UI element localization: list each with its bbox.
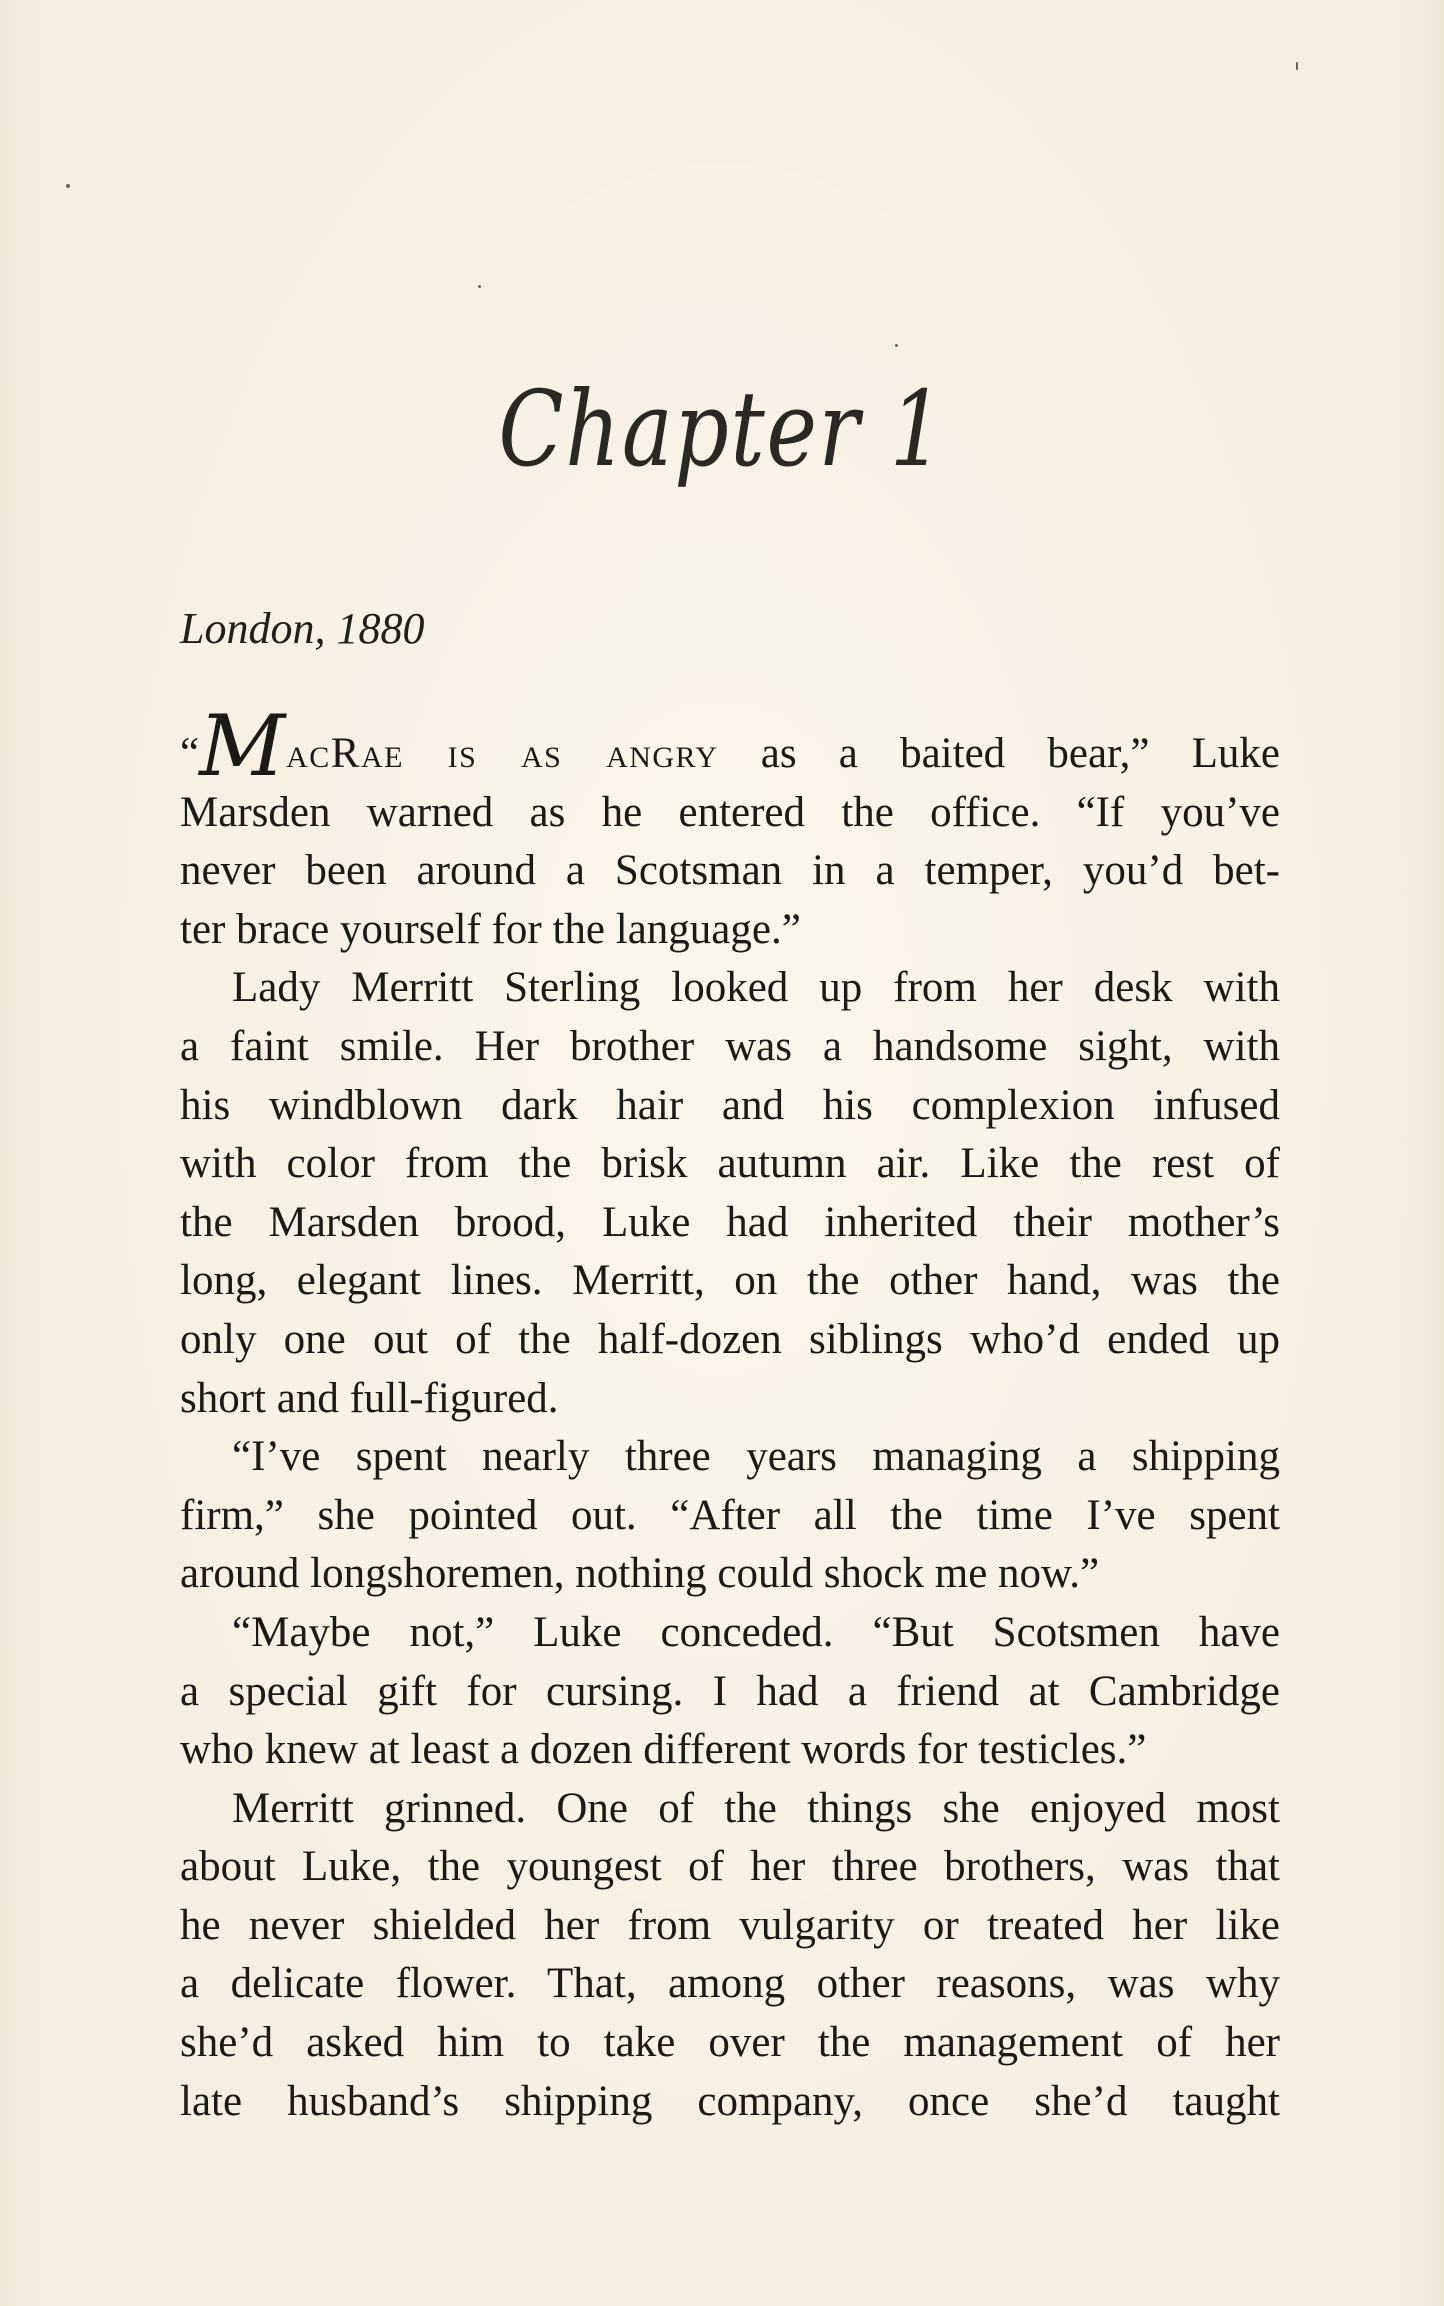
text-line: his windblown dark hair and his complexion infused xyxy=(180,1081,1280,1129)
text-line xyxy=(180,697,1281,795)
text-line: about Luke, the youngest of her three brothers, was that xyxy=(180,1843,1280,1891)
text-line: a special gift for cursing. I had a friend at Cambridge xyxy=(180,1667,1280,1715)
chapter-dateline: London, 1880 xyxy=(180,604,425,653)
text-line: firm,” she pointed out. “After all the time I’ve spent xyxy=(180,1491,1280,1539)
paragraph xyxy=(180,697,1281,959)
paper-speck xyxy=(1296,62,1298,70)
text-line: ter brace yourself for the language.” xyxy=(180,905,801,953)
text-line: “I’ve spent nearly three years managing a shipping xyxy=(232,1433,1280,1481)
text-line: long, elegant lines. Merritt, on the other hand, was the xyxy=(180,1257,1280,1305)
body-text xyxy=(180,697,1281,2131)
text-line: around longshoremen, nothing could shock me now.” xyxy=(180,1550,1100,1598)
text-line: short and full-figured. xyxy=(180,1374,559,1422)
paper-speck xyxy=(895,344,898,347)
text-line: he never shielded her from vulgarity or treated her like xyxy=(180,1901,1280,1949)
paper-speck xyxy=(66,184,70,188)
text-line: who knew at least a dozen different words for testicles.” xyxy=(180,1726,1147,1774)
paragraph xyxy=(180,1780,1280,2132)
text-line: Lady Merritt Sterling looked up from her desk with xyxy=(232,964,1280,1012)
paragraph xyxy=(180,959,1280,1428)
paper-speck xyxy=(478,285,481,288)
small-caps-opening: acRae is as angry xyxy=(286,730,719,777)
paragraph xyxy=(180,1604,1280,1780)
text-line: never been around a Scotsman in a temper, you’d bet- xyxy=(180,847,1280,895)
text-line: a faint smile. Her brother was a handsome sight, with xyxy=(180,1022,1280,1070)
text-line: a delicate flower. That, among other reasons, was why xyxy=(180,1960,1280,2008)
opening-quote: “ xyxy=(180,730,200,777)
chapter-heading: Chapter 1 xyxy=(498,368,946,490)
text-line: only one out of the half-dozen siblings who’d ended up xyxy=(180,1315,1280,1363)
text-line: late husband’s shipping company, once she’d taught xyxy=(180,2077,1280,2125)
text-line: “Maybe not,” Luke conceded. “But Scotsmen have xyxy=(232,1608,1280,1656)
text-line: with color from the brisk autumn air. Like the rest of xyxy=(180,1140,1280,1188)
text-line: Merritt grinned. One of the things she enjoyed most xyxy=(232,1784,1280,1832)
text-line: the Marsden brood, Luke had inherited their mother’s xyxy=(180,1198,1280,1246)
text-line: Marsden warned as he entered the office. “If you’ve xyxy=(180,788,1280,836)
opening-line-rest: as a baited bear,” Luke xyxy=(760,730,1281,777)
text-line: she’d asked him to take over the management of her xyxy=(180,2019,1280,2067)
paragraph xyxy=(180,1428,1280,1604)
drop-cap: M xyxy=(199,697,286,795)
